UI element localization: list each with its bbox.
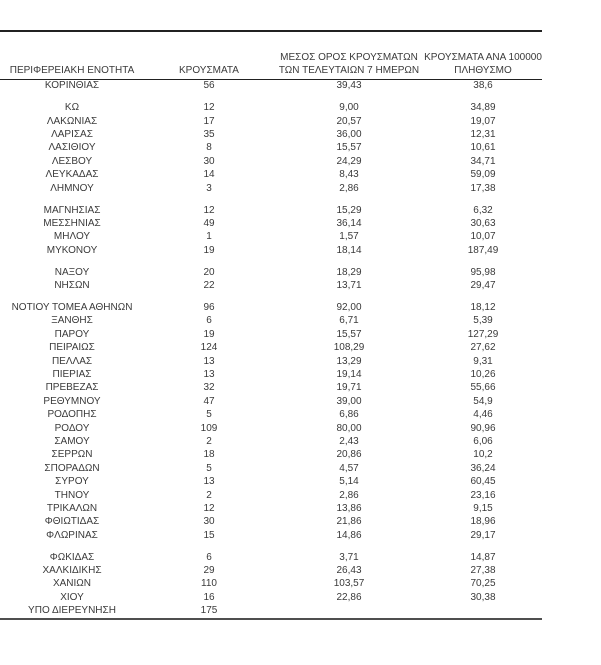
cell-per-100k: 29,47	[470, 280, 496, 292]
table-row	[0, 475, 542, 488]
cell-cases: 19	[203, 328, 215, 340]
table-row	[0, 368, 542, 381]
cell-cases: 96	[203, 302, 215, 314]
cell-avg-7day: 14,86	[336, 529, 362, 541]
cell-cases: 30	[203, 155, 215, 167]
cell-per-100k: 36,24	[470, 462, 496, 474]
cell-region: ΝΗΣΩΝ	[54, 280, 90, 292]
cell-avg-7day: 4,57	[339, 462, 359, 474]
cell-avg-7day: 6,71	[339, 315, 359, 327]
header-per-100k-line2: ΠΛΗΘΥΣΜΟ	[454, 64, 512, 76]
cell-cases: 109	[200, 422, 218, 434]
cell-per-100k: 27,62	[470, 342, 496, 354]
table-row	[0, 80, 542, 93]
cell-region: ΜΕΣΣΗΝΙΑΣ	[43, 217, 101, 229]
cell-cases: 56	[203, 80, 215, 92]
cell-avg-7day: 19,14	[336, 368, 362, 380]
cell-per-100k: 6,32	[473, 204, 493, 216]
cell-cases: 18	[203, 449, 215, 461]
cell-region: ΦΘΙΩΤΙΔΑΣ	[44, 516, 100, 528]
cell-region: ΧΙΟΥ	[60, 591, 84, 603]
cell-avg-7day: 20,86	[336, 449, 362, 461]
table-row	[0, 529, 542, 542]
cell-cases: 16	[203, 591, 215, 603]
cell-per-100k: 30,38	[470, 591, 496, 603]
table-row	[0, 605, 542, 618]
cell-region: ΛΗΜΝΟΥ	[50, 182, 94, 194]
cell-avg-7day: 19,71	[336, 382, 362, 394]
cell-cases: 17	[203, 115, 215, 127]
header-regional-unit	[0, 64, 144, 77]
cell-per-100k: 127,29	[467, 328, 499, 340]
table-row	[0, 128, 542, 141]
cell-region: ΡΟΔΟΠΗΣ	[47, 409, 97, 421]
header-cases-label: ΚΡΟΥΣΜΑΤΑ	[179, 64, 239, 76]
cell-per-100k: 10,07	[470, 231, 496, 243]
cell-cases: 13	[203, 355, 215, 367]
table-row	[0, 578, 542, 591]
cell-region: ΜΥΚΟΝΟΥ	[46, 244, 98, 256]
cell-region: ΚΩ	[64, 102, 80, 114]
cell-avg-7day: 36,14	[336, 217, 362, 229]
cell-avg-7day: 8,43	[339, 169, 359, 181]
group-gap	[0, 542, 542, 551]
cell-avg-7day: 2,43	[339, 435, 359, 447]
cell-region: ΣΕΡΡΩΝ	[51, 449, 93, 461]
table-row	[0, 182, 542, 195]
cell-per-100k: 60,45	[470, 476, 496, 488]
cell-avg-7day: 20,57	[336, 115, 362, 127]
cell-region: ΜΑΓΝΗΣΙΑΣ	[43, 204, 101, 216]
cell-cases: 5	[206, 462, 212, 474]
cell-cases: 15	[203, 529, 215, 541]
cell-region: ΠΙΕΡΙΑΣ	[52, 368, 92, 380]
cell-per-100k: 5,39	[473, 315, 493, 327]
table-row	[0, 435, 542, 448]
cell-region: ΥΠΟ ΔΙΕΡΕΥΝΗΣΗ	[28, 605, 116, 617]
cell-cases: 8	[206, 142, 212, 154]
cell-per-100k: 4,46	[473, 409, 493, 421]
cell-cases: 175	[200, 605, 218, 617]
table-row	[0, 449, 542, 462]
header-avg-7day-line1: ΜΕΣΟΣ ΟΡΟΣ ΚΡΟΥΣΜΑΤΩΝ	[280, 51, 418, 63]
cell-avg-7day: 92,00	[336, 302, 362, 314]
cell-region: ΛΑΣΙΘΙΟΥ	[48, 142, 96, 154]
cell-per-100k: 30,63	[470, 217, 496, 229]
cell-avg-7day: 18,29	[336, 266, 362, 278]
group-gap	[0, 93, 542, 102]
table-row	[0, 551, 542, 564]
cell-avg-7day: 36,00	[336, 128, 362, 140]
cell-cases: 6	[206, 315, 212, 327]
cell-cases: 124	[200, 342, 218, 354]
cell-per-100k: 10,61	[470, 142, 496, 154]
cell-avg-7day: 13,29	[336, 355, 362, 367]
cell-region: ΚΟΡΙΝΘΙΑΣ	[44, 80, 100, 92]
cell-region: ΧΑΝΙΩΝ	[52, 578, 92, 590]
cell-per-100k: 34,71	[470, 155, 496, 167]
cell-per-100k: 29,17	[470, 529, 496, 541]
cell-cases: 12	[203, 102, 215, 114]
group-gap	[0, 257, 542, 266]
table-row	[0, 502, 542, 515]
cell-region: ΛΑΚΩΝΙΑΣ	[46, 115, 98, 127]
table-row	[0, 462, 542, 475]
cell-region: ΣΥΡΟΥ	[55, 476, 89, 488]
table-row	[0, 408, 542, 421]
cell-cases: 3	[206, 182, 212, 194]
header-per-100k-line1: ΚΡΟΥΣΜΑΤΑ ΑΝΑ 100000	[424, 51, 542, 63]
header-regional-unit-label: ΠΕΡΙΦΕΡΕΙΑΚΗ ΕΝΟΤΗΤΑ	[9, 64, 135, 76]
cell-region: ΣΠΟΡΑΔΩΝ	[44, 462, 100, 474]
cell-per-100k: 17,38	[470, 182, 496, 194]
cell-region: ΡΟΔΟΥ	[54, 422, 90, 434]
cell-avg-7day: 9,00	[339, 102, 359, 114]
cell-cases: 13	[203, 368, 215, 380]
table-row	[0, 489, 542, 502]
table-row	[0, 328, 542, 341]
cell-per-100k: 18,96	[470, 516, 496, 528]
table-row	[0, 382, 542, 395]
cell-per-100k: 9,31	[473, 355, 493, 367]
cell-avg-7day: 18,14	[336, 244, 362, 256]
cell-avg-7day: 22,86	[336, 591, 362, 603]
cell-per-100k: 23,16	[470, 489, 496, 501]
cell-avg-7day: 15,29	[336, 204, 362, 216]
cell-region: ΦΩΚΙΔΑΣ	[49, 551, 95, 563]
cell-per-100k: 19,07	[470, 115, 496, 127]
table-row	[0, 204, 542, 217]
table-body	[0, 80, 542, 620]
cell-cases: 20	[203, 266, 215, 278]
cell-region: ΤΗΝΟΥ	[54, 489, 90, 501]
cell-per-100k: 59,09	[470, 169, 496, 181]
cell-per-100k: 187,49	[467, 244, 499, 256]
cell-region: ΤΡΙΚΑΛΩΝ	[46, 502, 98, 514]
cell-avg-7day: 24,29	[336, 155, 362, 167]
cell-avg-7day: 15,57	[336, 328, 362, 340]
header-avg-7day	[274, 51, 424, 77]
cell-cases: 12	[203, 204, 215, 216]
cell-cases: 49	[203, 217, 215, 229]
table-row	[0, 231, 542, 244]
cell-region: ΡΕΘΥΜΝΟΥ	[43, 395, 101, 407]
cell-cases: 5	[206, 409, 212, 421]
table-row	[0, 115, 542, 128]
table-row	[0, 168, 542, 181]
cell-per-100k: 34,89	[470, 102, 496, 114]
cell-per-100k: 90,96	[470, 422, 496, 434]
cell-per-100k: 12,31	[470, 128, 496, 140]
cell-cases: 47	[203, 395, 215, 407]
cell-avg-7day: 1,57	[339, 231, 359, 243]
cell-region: ΠΕΙΡΑΙΩΣ	[49, 342, 95, 354]
header-cases	[144, 64, 274, 77]
cell-avg-7day: 80,00	[336, 422, 362, 434]
cell-avg-7day: 2,86	[339, 489, 359, 501]
table-row	[0, 142, 542, 155]
cell-per-100k: 27,38	[470, 565, 496, 577]
cell-cases: 6	[206, 551, 212, 563]
cell-per-100k: 10,26	[470, 368, 496, 380]
cell-region: ΠΕΛΛΑΣ	[51, 355, 93, 367]
cell-avg-7day: 39,00	[336, 395, 362, 407]
cell-cases: 29	[203, 565, 215, 577]
table-row	[0, 395, 542, 408]
cell-per-100k: 95,98	[470, 266, 496, 278]
group-gap	[0, 293, 542, 302]
cell-region: ΧΑΛΚΙΔΙΚΗΣ	[42, 565, 102, 577]
header-per-100k	[424, 51, 542, 77]
cell-cases: 2	[206, 489, 212, 501]
cell-cases: 13	[203, 476, 215, 488]
cell-region: ΛΕΣΒΟΥ	[51, 155, 93, 167]
cell-per-100k: 54,9	[473, 395, 493, 407]
cell-cases: 2	[206, 435, 212, 447]
cell-cases: 110	[201, 578, 217, 590]
table-row	[0, 155, 542, 168]
table-row	[0, 279, 542, 292]
cell-region: ΝΟΤΙΟΥ ΤΟΜΕΑ ΑΘΗΝΩΝ	[11, 302, 133, 314]
cell-avg-7day: 21,86	[336, 516, 362, 528]
cell-region: ΠΑΡΟΥ	[54, 328, 90, 340]
cell-per-100k: 10,2	[473, 449, 493, 461]
cell-region: ΠΡΕΒΕΖΑΣ	[45, 382, 99, 394]
cell-avg-7day: 103,57	[333, 578, 365, 590]
cell-per-100k: 6,06	[473, 435, 493, 447]
table-row	[0, 516, 542, 529]
cell-cases: 12	[203, 502, 215, 514]
table-row	[0, 422, 542, 435]
cell-region: ΝΑΞΟΥ	[54, 266, 90, 278]
table-row	[0, 101, 542, 114]
cell-cases: 19	[203, 244, 215, 256]
cell-avg-7day: 2,86	[339, 182, 359, 194]
table-row	[0, 591, 542, 604]
cell-per-100k: 9,15	[473, 502, 493, 514]
cell-region: ΣΑΜΟΥ	[54, 435, 90, 447]
cell-avg-7day: 5,14	[339, 476, 359, 488]
cell-region: ΞΑΝΘΗΣ	[51, 315, 93, 327]
cell-cases: 14	[203, 169, 215, 181]
table-row	[0, 217, 542, 230]
cell-avg-7day: 26,43	[336, 565, 362, 577]
table-row	[0, 564, 542, 577]
cell-cases: 1	[206, 231, 212, 243]
group-gap	[0, 195, 542, 204]
table-row	[0, 355, 542, 368]
regional-cases-table	[0, 30, 542, 620]
cell-cases: 30	[203, 516, 215, 528]
header-avg-7day-line2: ΤΩΝ ΤΕΛΕΥΤΑΙΩΝ 7 ΗΜΕΡΩΝ	[278, 64, 420, 76]
cell-avg-7day: 13,71	[336, 280, 362, 292]
cell-avg-7day: 3,71	[339, 551, 359, 563]
table-header-row	[0, 30, 542, 80]
cell-cases: 35	[203, 128, 215, 140]
table-row	[0, 244, 542, 257]
table-row	[0, 315, 542, 328]
cell-region: ΜΗΛΟΥ	[53, 231, 91, 243]
cell-cases: 32	[203, 382, 215, 394]
cell-avg-7day: 6,86	[339, 409, 359, 421]
cell-avg-7day: 13,86	[336, 502, 362, 514]
cell-region: ΛΕΥΚΑΔΑΣ	[45, 169, 99, 181]
cell-per-100k: 55,66	[470, 382, 496, 394]
cell-region: ΛΑΡΙΣΑΣ	[51, 128, 93, 140]
cell-avg-7day: 108,29	[333, 342, 365, 354]
cell-per-100k: 18,12	[470, 302, 496, 314]
table-row	[0, 342, 542, 355]
cell-region: ΦΛΩΡΙΝΑΣ	[46, 529, 98, 541]
table-row	[0, 301, 542, 314]
cell-per-100k: 70,25	[470, 578, 496, 590]
cell-per-100k: 38,6	[473, 80, 493, 92]
cell-avg-7day: 39,43	[336, 80, 362, 92]
cell-cases: 22	[203, 280, 215, 292]
cell-per-100k: 14,87	[470, 551, 496, 563]
table-row	[0, 266, 542, 279]
cell-avg-7day: 15,57	[336, 142, 362, 154]
